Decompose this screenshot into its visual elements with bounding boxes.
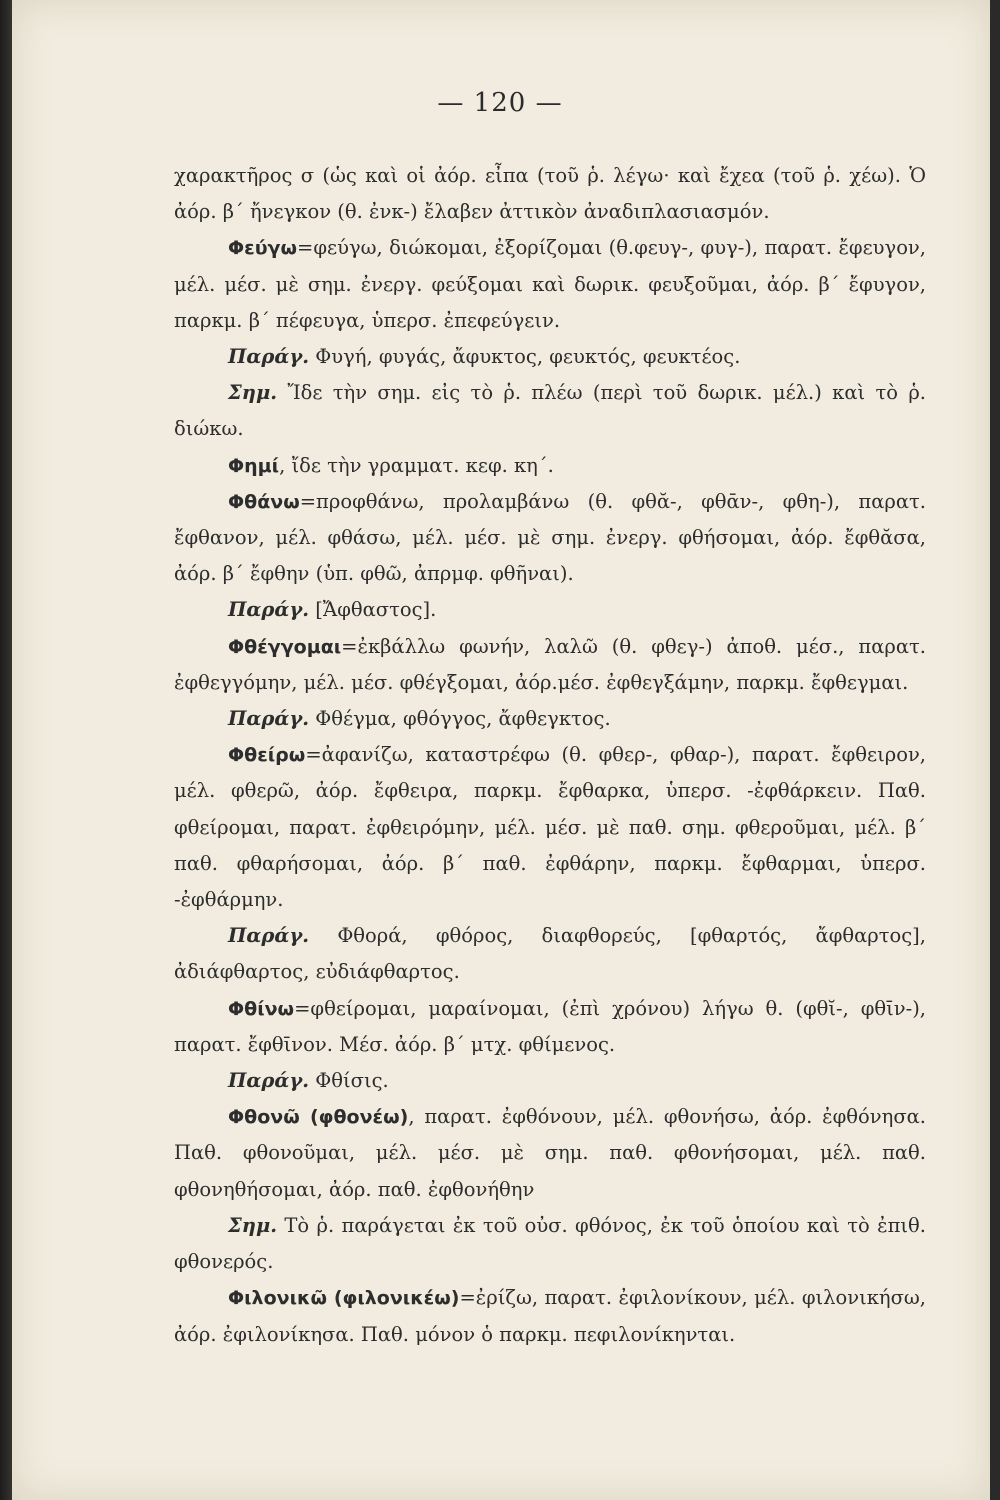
entry-phthino (174, 991, 926, 1063)
entry-phemi (174, 448, 926, 484)
entry-philoniko (174, 1280, 926, 1352)
derivatives-phthino (174, 1063, 926, 1099)
entry-text: =φεύγω, διώκομαι, ἐξορίζομαι (θ.φευγ-, φυγ-), παρατ. ἔφευγον, μέλ. μέσ. μὲ σημ. ἐνεργ. φεύξομαι καὶ δωρικ. φευξοῦμαι, ἀόρ. β΄ ἔφυγον, παρκμ. β΄ πέφευγα, ὑπερσ. ἐπεφεύγειν. (174, 236, 926, 332)
page-body (174, 158, 926, 1353)
entry-text: [Ἄφθαστος]. (309, 598, 437, 622)
headword: Φεύγω (228, 237, 298, 260)
entry-text: =ἐκβάλλω φωνήν, λαλῶ (θ. φθεγ-) ἀποθ. μέσ., παρατ. ἐφθεγγόμην, μέλ. μέσ. φθέγξομαι, ἀόρ.μέσ. ἐφθεγξάμην, παρκμ. ἔφθεγμαι. (174, 634, 926, 694)
derivatives-label: Παράγ. (228, 1069, 310, 1093)
derivatives-pheugo (174, 339, 926, 375)
headword: Φθίνω (228, 997, 295, 1020)
entry-text: , ἴδε τὴν γραμματ. κεφ. κη΄. (279, 453, 554, 477)
derivatives-label: Παράγ. (228, 598, 310, 622)
entry-text: , παρατ. ἐφθόνουν, μέλ. φθονήσω, ἀόρ. ἐφθόνησα. Παθ. φθονοῦμαι, μέλ. μέσ. μὲ σημ. παθ. φθονήσομαι, μέλ. παθ. φθονηθήσομαι, ἀόρ. παθ. ἐφθονήθην (174, 1105, 926, 1201)
derivatives-phthano (174, 592, 926, 628)
headword: Φθονῶ (φθονέω) (228, 1106, 409, 1129)
entry-text: Τὸ ῥ. παράγεται ἐκ τοῦ οὐσ. φθόνος, ἐκ τοῦ ὁποίου καὶ τὸ ἐπιθ. φθονερός. (174, 1213, 926, 1274)
derivatives-label: Παράγ. (228, 924, 310, 948)
entry-phthono (174, 1099, 926, 1208)
headword: Φημί (228, 454, 280, 477)
entry-text: Ἴδε τὴν σημ. εἰς τὸ ῥ. πλέω (περὶ τοῦ δωρικ. μέλ.) καὶ τὸ ῥ. διώκω. (174, 381, 926, 441)
entry-text: Φθίσις. (309, 1069, 389, 1093)
headword: Φθάνω (228, 490, 300, 513)
entry-text: χαρακτῆρος σ (ὡς καὶ οἱ ἀόρ. εἶπα (τοῦ ῥ. λέγω· καὶ ἔχεα (τοῦ ῥ. χέω). Ὁ ἀόρ. β΄ ἤνεγκον (θ. ἐνκ-) ἔλαβεν ἀττικὸν ἀναδιπλασιασμόν. (174, 164, 926, 224)
entry-text: =ἐρίζω, παρατ. ἐφιλονίκουν, μέλ. φιλονικήσω, ἀόρ. ἐφιλονίκησα. Παθ. μόνον ὁ παρκμ. πεφιλονίκηνται. (174, 1286, 927, 1346)
page-number: — 120 — (437, 88, 563, 118)
headword: Φθέγγομαι (228, 635, 342, 658)
entry-pheugo (174, 230, 926, 339)
entry-continuation (174, 158, 926, 230)
note-pheugo (174, 375, 926, 447)
headword: Φιλονικῶ (φιλονικέω) (228, 1287, 460, 1310)
note-phthono (174, 1208, 926, 1280)
entry-phthengomai (174, 629, 926, 701)
derivatives-phthengomai (174, 701, 926, 737)
derivatives-phtheiro (174, 918, 926, 990)
entry-text: Φυγή, φυγάς, ἄφυκτος, φευκτός, φευκτέος. (309, 345, 741, 369)
note-label: Σημ. (228, 1213, 278, 1237)
note-label: Σημ. (228, 381, 278, 405)
derivatives-label: Παράγ. (228, 707, 310, 731)
entry-text: Φθορά, φθόρος, διαφθορεύς, [φθαρτός, ἄφθαρτος], ἀδιάφθαρτος, εὐδιάφθαρτος. (174, 924, 926, 984)
entry-phthano (174, 484, 926, 593)
entry-text: =προφθάνω, προλαμβάνω (θ. φθᾰ-, φθᾱν-, φθη-), παρατ. ἔφθανον, μέλ. φθάσω, μέλ. μέσ. μὲ σημ. ἐνεργ. φθήσομαι, ἀόρ. ἔφθᾰσα, ἀόρ. β΄ ἔφθην (ὑπ. φθῶ, ἀπρμφ. φθῆναι). (174, 489, 926, 586)
headword: Φθείρω (228, 744, 306, 767)
entry-text: Φθέγμα, φθόγγος, ἄφθεγκτος. (309, 707, 611, 731)
entry-phtheiro (174, 737, 926, 918)
entry-text: =φθείρομαι, μαραίνομαι, (ἐπὶ χρόνου) λήγω θ. (φθῐ-, φθῑν-), παρατ. ἔφθῑνον. Μέσ. ἀόρ. β΄ μτχ. φθίμενος. (174, 996, 926, 1056)
entry-text: =ἀφανίζω, καταστρέφω (θ. φθερ-, φθαρ-), παρατ. ἔφθειρον, μέλ. φθερῶ, ἀόρ. ἔφθειρα, παρκμ. ἔφθαρκα, ὑπερσ. -ἐφθάρκειν. Παθ. φθείρομαι, παρατ. ἐφθειρόμην, μέλ. μέσ. μὲ παθ. σημ. φθεροῦμαι, μέλ. β΄ παθ. φθαρήσομαι, ἀόρ. β΄ παθ. ἐφθάρην, παρκμ. ἔφθαρμαι, ὑπερσ. -ἐφθάρμην. (174, 743, 926, 912)
derivatives-label: Παράγ. (228, 345, 310, 369)
